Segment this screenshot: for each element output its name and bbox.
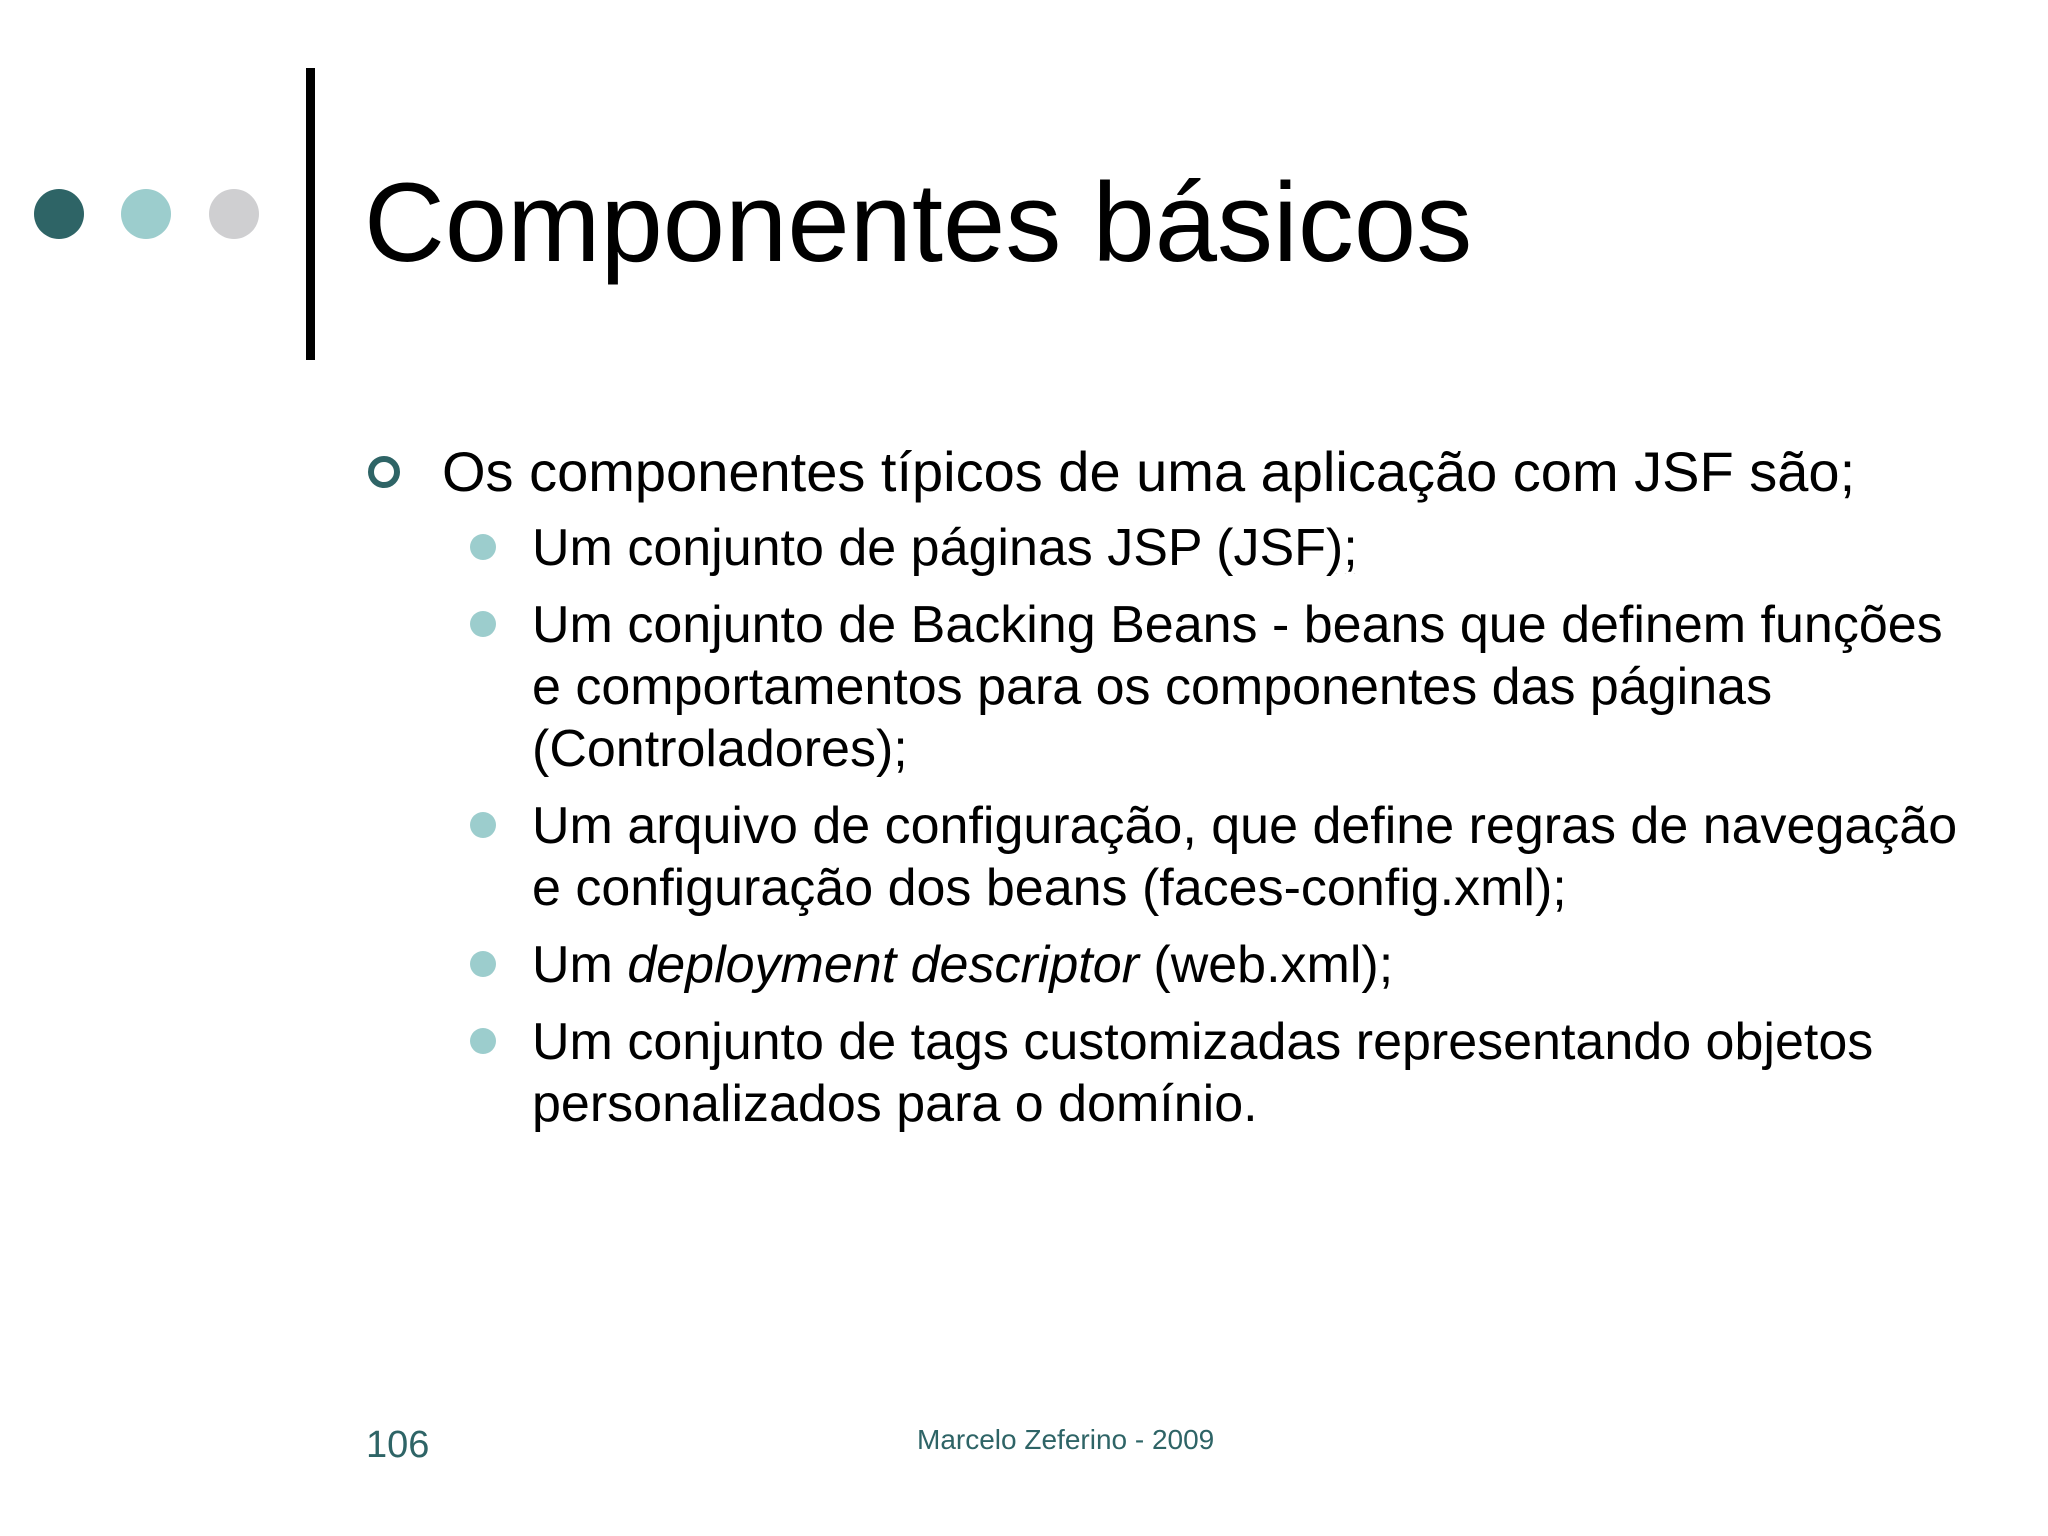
light-teal-dot-icon [121,189,171,239]
list-item [532,1011,1980,1135]
list-item-text: Um conjunto de tags customizadas representando objetos personalizados para o domínio. [532,1013,1874,1133]
list-item [532,795,1980,919]
footer-author: Marcelo Zeferino - 2009 [917,1424,1215,1455]
sub-bullet-list [360,517,1980,1135]
list-item-prefix: Um [532,936,628,994]
list-item-text: Um arquivo de configuração, que define regras de navegação e configuração dos beans (faces-config.xml); [532,797,1958,917]
list-item-italic: deployment descriptor [627,936,1139,994]
slide-title: Componentes básicos [364,160,1473,285]
ring-bullet-icon [368,456,400,488]
list-item-suffix: ); [1325,519,1358,577]
dot-bullet-icon [470,611,496,637]
page-number: 106 [366,1424,430,1466]
list-item-text: Um conjunto de Backing Beans - beans que definem funções e comportamentos para os componentes das páginas (Controladores); [532,596,1943,778]
dot-bullet-icon [470,812,496,838]
list-item [532,517,1980,579]
title-divider [306,68,315,360]
dot-bullet-icon [470,1028,496,1054]
slide-content [360,440,1980,1150]
list-item-suffix: (web.xml); [1138,936,1394,994]
gray-dot-icon [209,189,259,239]
intro-bullet [360,440,1980,503]
dot-bullet-icon [470,534,496,560]
list-item-text: Um conjunto de páginas JSP (JSF [532,519,1326,577]
intro-text: Os componentes típicos de uma aplicação com JSF são; [442,440,1856,503]
dot-bullet-icon [470,951,496,977]
list-item [532,594,1980,780]
dark-teal-dot-icon [34,189,84,239]
list-item [532,934,1980,996]
